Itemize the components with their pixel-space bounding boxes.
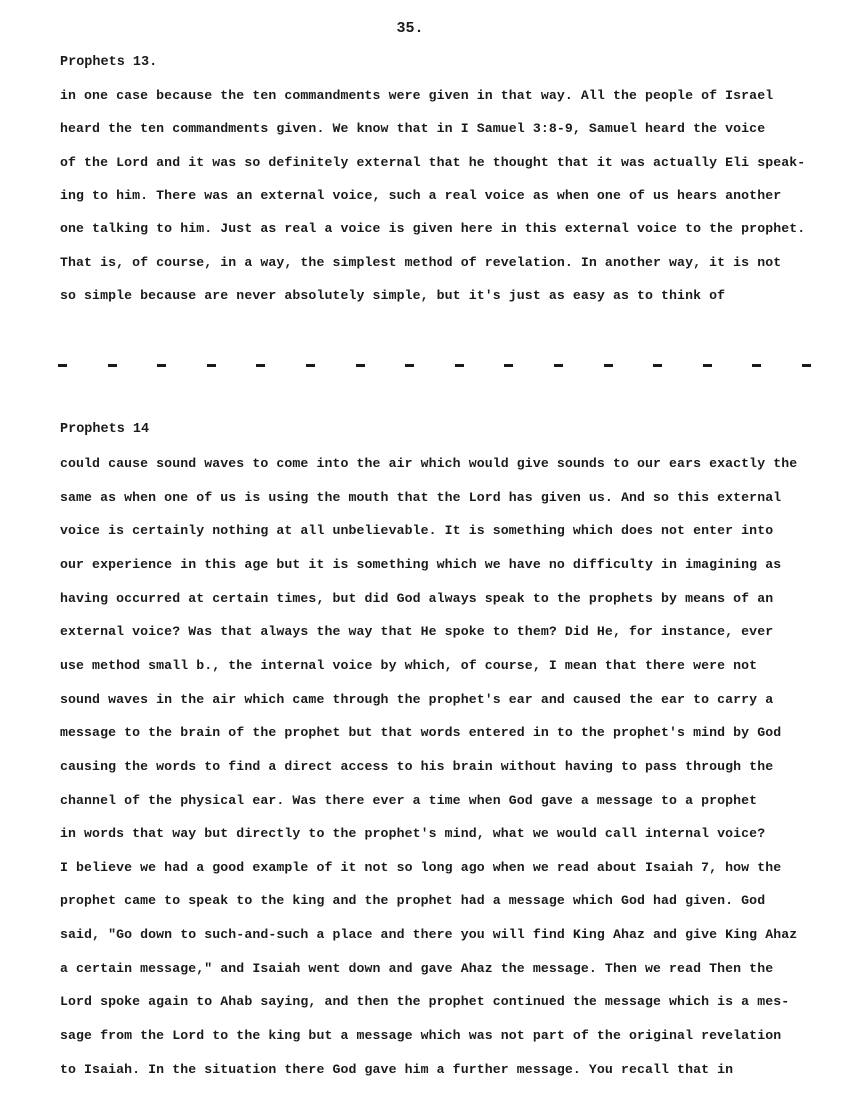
separator-dash bbox=[455, 364, 464, 367]
separator-dash bbox=[653, 364, 662, 367]
text-line: message to the brain of the prophet but that words entered in to the prophet's mind by God bbox=[60, 725, 782, 741]
text-line: causing the words to find a direct access to his brain without having to pass through the bbox=[60, 758, 774, 774]
separator-dash bbox=[306, 364, 315, 367]
separator-dash bbox=[703, 364, 712, 367]
separator-dash bbox=[58, 364, 67, 367]
text-line: in words that way but directly to the prophet's mind, what we would call internal voice? bbox=[60, 826, 766, 842]
text-line: ing to him. There was an external voice, such a real voice as when one of us hears another bbox=[60, 187, 782, 203]
text-line: external voice? Was that always the way that He spoke to them? Did He, for instance, ever bbox=[60, 624, 774, 640]
text-line: voice is certainly nothing at all unbelievable. It is something which does not enter into bbox=[60, 523, 774, 539]
text-line: prophet came to speak to the king and the prophet had a message which God had given. God bbox=[60, 893, 766, 909]
text-line: use method small b., the internal voice by which, of course, I mean that there were not bbox=[60, 657, 758, 673]
separator-dash bbox=[604, 364, 613, 367]
text-line: could cause sound waves to come into the air which would give sounds to our ears exactly the bbox=[60, 456, 798, 471]
text-line: in one case because the ten commandments were given in that way. All the people of Israel bbox=[60, 88, 774, 103]
text-line: our experience in this age but it is something which we have no difficulty in imagining as bbox=[60, 556, 782, 572]
text-line: That is, of course, in a way, the simplest method of revelation. In another way, it is not bbox=[60, 254, 782, 270]
text-line: of the Lord and it was so definitely external that he thought that it was actually Eli speak- bbox=[60, 154, 806, 170]
separator-dashes bbox=[58, 355, 818, 375]
text-line: same as when one of us is using the mouth that the Lord has given us. And so this external bbox=[60, 489, 782, 505]
text-line: so simple because are never absolutely simple, but it's just as easy as to think of bbox=[60, 287, 726, 303]
text-line: I believe we had a good example of it not so long ago when we read about Isaiah 7, how the bbox=[60, 859, 782, 875]
separator-dash bbox=[108, 364, 117, 367]
text-line: a certain message," and Isaiah went down and gave Ahaz the message. Then we read Then the bbox=[60, 960, 774, 976]
separator-dash bbox=[405, 364, 414, 367]
separator-dash bbox=[256, 364, 265, 367]
separator-dash bbox=[752, 364, 761, 367]
separator-dash bbox=[207, 364, 216, 367]
text-line: sound waves in the air which came through the prophet's ear and caused the ear to carry a bbox=[60, 691, 774, 707]
text-line: having occurred at certain times, but did God always speak to the prophets by means of an bbox=[60, 590, 774, 606]
text-line: Lord spoke again to Ahab saying, and then the prophet continued the message which is a mes- bbox=[60, 994, 790, 1010]
text-line: to Isaiah. In the situation there God gave him a further message. You recall that in bbox=[60, 1061, 734, 1077]
text-line: heard the ten commandments given. We know that in I Samuel 3:8-9, Samuel heard the voice bbox=[60, 121, 766, 137]
text-line: sage from the Lord to the king but a message which was not part of the original revelation bbox=[60, 1028, 782, 1044]
text-line: channel of the physical ear. Was there ever a time when God gave a message to a prophet bbox=[60, 792, 758, 808]
separator-dash bbox=[356, 364, 365, 367]
text-line: one talking to him. Just as real a voice is given here in this external voice to the prophet. bbox=[60, 221, 806, 237]
separator-dash bbox=[554, 364, 563, 367]
separator-dash bbox=[504, 364, 513, 367]
page-number: 35. bbox=[396, 20, 424, 37]
separator-dash bbox=[802, 364, 811, 367]
section-heading-prophets-14: Prophets 14 bbox=[60, 422, 150, 437]
text-line: said, "Go down to such-and-such a place and there you will find King Ahaz and give King Ahaz bbox=[60, 927, 798, 943]
separator-dash bbox=[157, 364, 166, 367]
section-heading-prophets-13: Prophets 13. bbox=[60, 55, 158, 70]
